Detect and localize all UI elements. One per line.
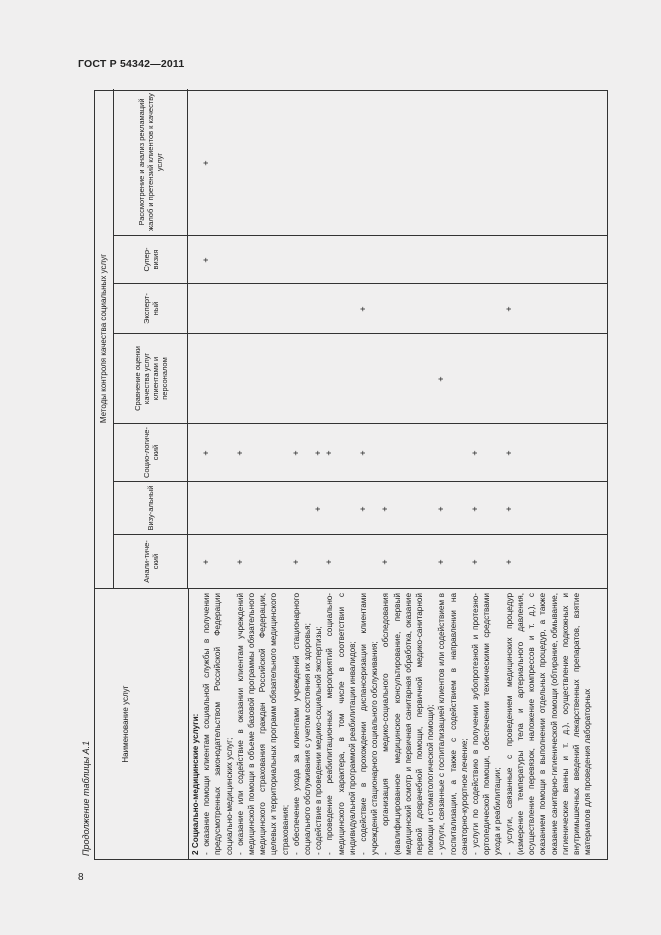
column-header-comparison: Сравнение оценки качества услуг клиентами и персоналом — [114, 334, 188, 424]
column-header-expert: Эксперт-ный — [114, 284, 188, 334]
check-mark: + — [503, 306, 514, 312]
table-row — [436, 89, 470, 859]
page-number: 8 — [78, 872, 84, 883]
column-header-services: Наименование услуг — [121, 685, 130, 763]
section-title: 2 Социально-медицинские услуги: — [191, 713, 200, 855]
check-mark: + — [470, 450, 481, 456]
check-mark: + — [201, 160, 212, 166]
check-mark: + — [380, 559, 391, 565]
check-mark: + — [470, 506, 481, 512]
check-mark: + — [358, 450, 369, 456]
check-mark: + — [290, 450, 301, 456]
rotated-page-content — [78, 90, 608, 860]
column-header-complaints: Рассмотрение и анализ рекламаций жалоб и претензий клиентов к качеству услуг — [114, 89, 188, 236]
table-row — [504, 89, 594, 859]
check-mark: + — [436, 559, 447, 565]
column-header-analytical: Анали-тиче-ский — [114, 535, 188, 589]
services-table — [94, 90, 608, 860]
check-mark: + — [436, 506, 447, 512]
header-divider — [188, 589, 189, 859]
service-text: - оказание или содействие в оказании клиентам учреждений медицинской помощи в объеме базовой программы обязательного медицинского страхования граждан Российской Федерации, целевых и территориальных программ обязательного медицинского страхования; — [235, 593, 290, 855]
service-text: - организация медико-социального обследования (квалифицированное медицинское консультирование, первый медицинский осмотр и первичная санитарная обработка, оказание первой доврачебной помощи, первичной медико-санитарной помощи и стоматологической помощи); — [381, 593, 436, 855]
service-text: - проведение реабилитационных мероприятий социально-медицинского характера, в том числе в соответствии с индивидуальной программой реабилитации инвалидов; — [325, 593, 357, 855]
service-text: - услуги по содействию в получении зубопротезной и протезно-ортопедической помощи, обеспечении техническими средствами ухода и реабилитации; — [471, 593, 503, 855]
table-row — [470, 89, 504, 859]
methods-group-header: Методы контроля качества социальных услуг — [95, 89, 114, 589]
document-header: ГОСТ Р 54342—2011 — [78, 58, 185, 70]
check-mark: + — [201, 257, 212, 263]
check-mark: + — [324, 559, 335, 565]
service-text: - оказание помощи клиентам социальной службы в получении предусмотренных законодательством Российской Федерации социально-медицинских услуг; — [202, 593, 234, 855]
check-mark: + — [358, 506, 369, 512]
column-header-supervision: Супер-визия — [114, 236, 188, 284]
column-header-sociological: Социо-логиче-ский — [114, 424, 188, 482]
check-mark: + — [380, 506, 391, 512]
check-mark: + — [313, 450, 324, 456]
service-text: - содействие в проведении медико-социальной экспертизы; — [314, 626, 324, 855]
check-mark: + — [503, 559, 514, 565]
table-row — [201, 89, 235, 859]
check-mark: + — [436, 376, 447, 382]
table-body — [190, 89, 593, 859]
check-mark: + — [201, 559, 212, 565]
check-mark: + — [234, 450, 245, 456]
table-row — [313, 89, 324, 859]
check-mark: + — [503, 450, 514, 456]
check-mark: + — [470, 559, 481, 565]
check-mark: + — [358, 306, 369, 312]
section-row — [190, 89, 201, 859]
table-row — [235, 89, 291, 859]
check-mark: + — [324, 450, 335, 456]
service-text: - обеспечение ухода за клиентами учреждений стационарного социального обслуживания с учетом состояния их здоровья; — [291, 593, 313, 855]
service-text: - услуги, связанные с проведением медицинских процедур (измерение температуры тела и артериального давления, осуществление перевязок, наложение компрессов и т. д.), с оказанием помощи в выполнении отдельных процедур, а также оказание санитарно-гигиенической помощи (обтирание, обмывание, гигиенические ванны и т. д.), осуществление подкожных и внутримышечных введений лекарственных препаратов, взятие материалов для проведения лабораторных — [504, 593, 593, 855]
check-mark: + — [201, 450, 212, 456]
table-row — [380, 89, 436, 859]
check-mark: + — [290, 559, 301, 565]
check-mark: + — [313, 506, 324, 512]
table-row — [358, 89, 380, 859]
table-caption: Продолжение таблицы А.1 — [81, 740, 91, 856]
column-header-visual: Визу-альный — [114, 482, 188, 535]
service-text: - услуги, связанные с госпитализацией клиентов или содействием в госпитализации, а также с содействием в направлении на санаторно-курортное лечение; — [437, 593, 469, 855]
table-row — [291, 89, 313, 859]
check-mark: + — [234, 559, 245, 565]
check-mark: + — [503, 506, 514, 512]
service-text: - содействие в прохождении диспансеризации клиентами учреждений стационарного социального обслуживания; — [359, 593, 380, 855]
table-row — [324, 89, 358, 859]
